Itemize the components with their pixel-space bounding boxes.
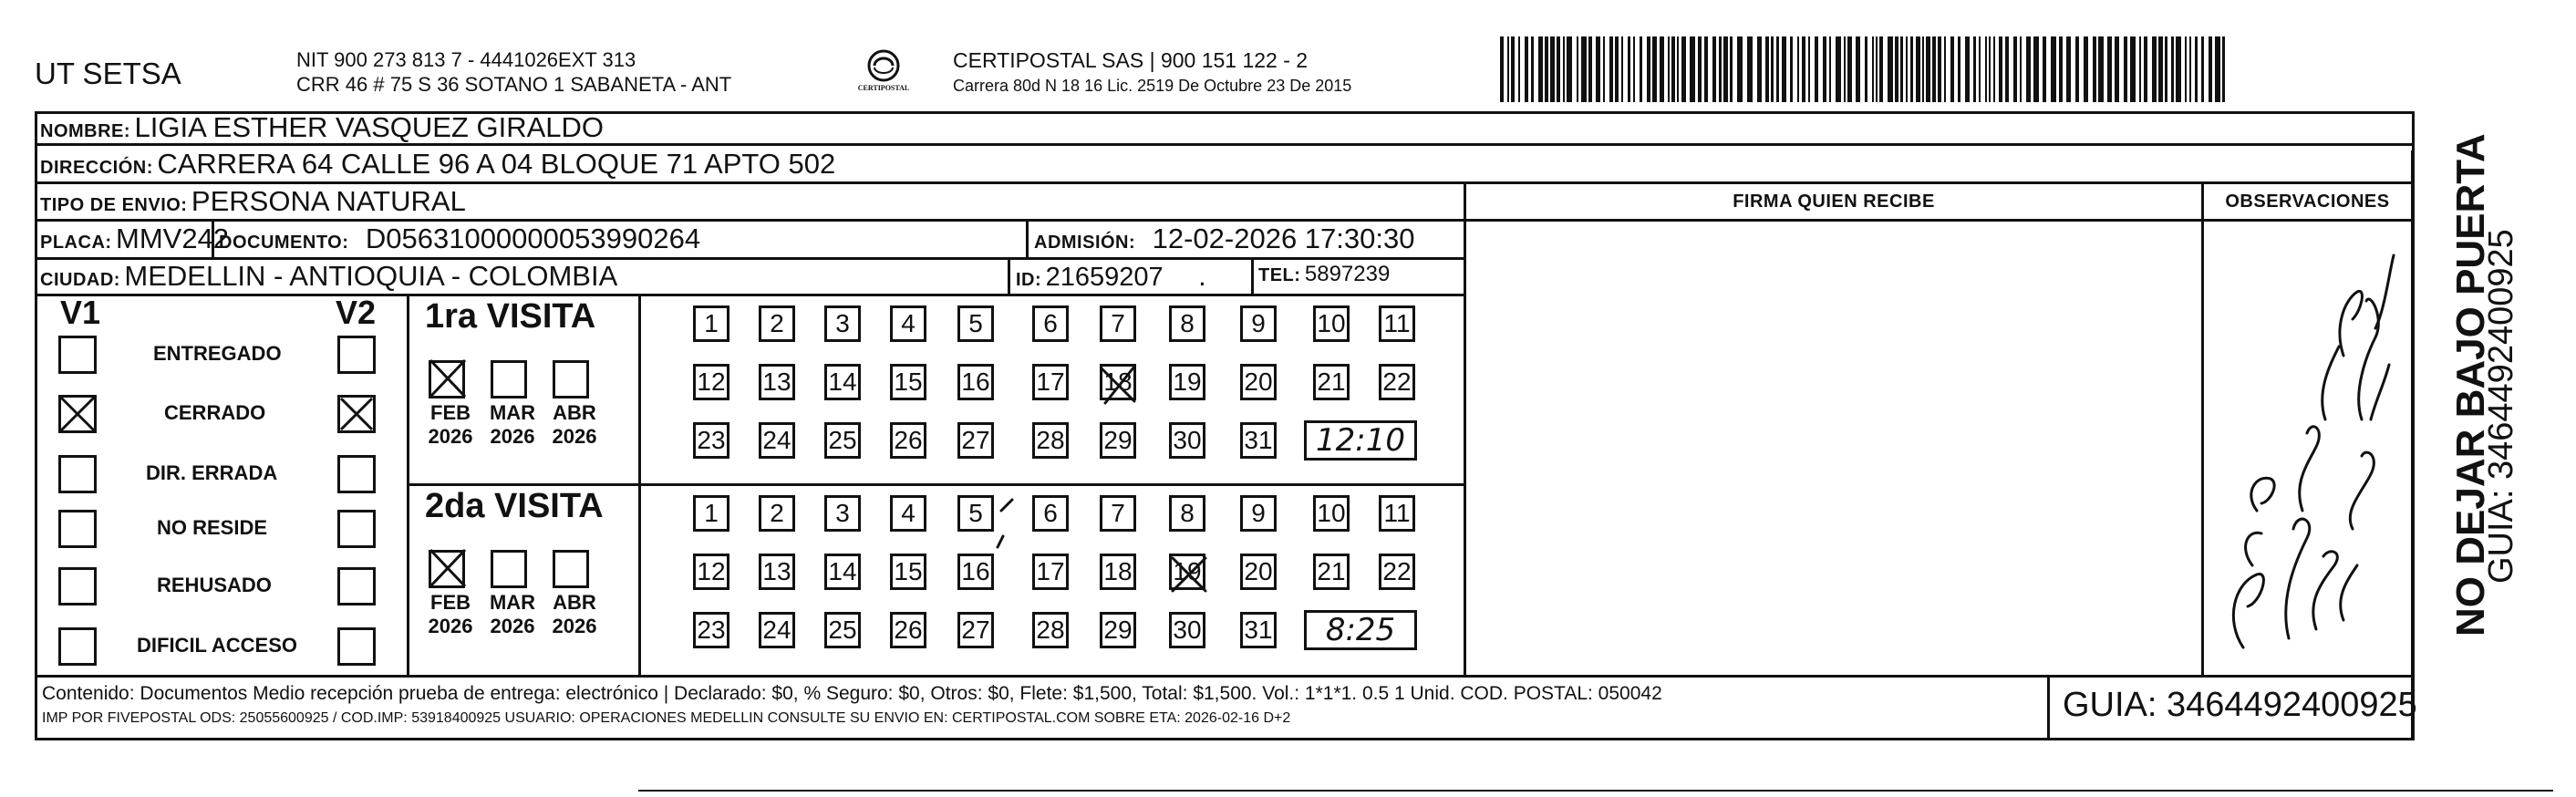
barcode-bar [1621,36,1623,102]
observaciones-label: OBSERVACIONES [2225,191,2390,212]
visit2-day-box: 17 [1032,554,1069,590]
visit1-day-box: 4 [890,305,926,342]
visit2-month-label: MAR [489,591,536,614]
barcode-bar [1660,36,1664,102]
visit2-day-box: 28 [1032,612,1069,648]
visit2-day-box: 27 [957,612,994,648]
barcode-bar [1507,36,1509,102]
visit1-day-box: 28 [1032,422,1069,459]
barcode-bar [1747,36,1753,102]
nit-line: NIT 900 273 813 7 - 4441026EXT 313 [296,48,636,71]
visit1-day-box: 5 [957,305,994,342]
side-guia: GUIA: 3464492400925 [2482,229,2520,584]
barcode-bar [2176,36,2181,102]
barcode-bar [1847,36,1852,102]
barcode [1500,36,2229,106]
tipo-label: TIPO DE ENVIO: [40,195,188,215]
barcode-bar [1647,36,1650,102]
visit1-day-box: 12 [693,364,729,400]
barcode-bar [1910,36,1913,102]
barcode-bar [1999,36,2002,102]
visit1-day-box: 30 [1169,422,1205,459]
ciudad-label: CIUDAD: [40,270,120,290]
barcode-bar [1730,36,1733,102]
visit1-day-box: 14 [824,364,861,400]
barcode-bar [1926,36,1930,102]
certipostal-line1: CERTIPOSTAL SAS | 900 151 122 - 2 [953,48,1309,72]
barcode-bar [2013,36,2017,102]
id-value: 21659207 [1045,263,1164,292]
barcode-bar [1603,36,1605,102]
barcode-bar [2020,36,2022,102]
visit2-day-box: 22 [1379,554,1415,590]
visit2-day-box: 12 [693,554,729,590]
visit2-day-box: 4 [890,495,926,532]
barcode-bar [1712,36,1716,102]
company-name: UT SETSA [35,57,181,90]
barcode-bar [1989,36,1991,102]
barcode-bar [2124,36,2127,102]
visit2-day-box: 21 [1313,554,1350,590]
barcode-bar [1563,36,1565,102]
barcode-bar [1545,36,1548,102]
barcode-bar [2209,36,2212,102]
visit1-day-box: 24 [759,422,795,459]
barcode-bar [1531,36,1534,102]
visit1-day-box: 11 [1379,305,1415,342]
barcode-bar [1958,36,1960,102]
direccion-label: DIRECCIÓN: [40,158,153,178]
documento-label: DOCUMENTO: [219,233,349,253]
no-dejar-text: NO DEJAR BAJO PUERTA [2448,133,2493,637]
documento-value: D05631000000053990264 [365,223,701,254]
status-label: REHUSADO [157,574,272,596]
barcode-bar [2033,36,2039,102]
barcode-bar [2051,36,2056,102]
barcode-bar [1965,36,1970,102]
visit2-day-box: 16 [957,554,994,590]
barcode-bar [1596,36,1600,102]
visit1-day-box: 9 [1240,305,1277,342]
visit2-day-box: 13 [759,554,795,590]
barcode-bar [1802,36,1805,102]
placa-value: MMV242 [116,223,230,254]
tipo-value: PERSONA NATURAL [191,185,466,217]
v2-label: V2 [336,294,377,331]
barcode-bar [1757,36,1762,102]
barcode-bar [2093,36,2096,102]
visit1-day-box: 23 [693,422,729,459]
visit1-month-label: FEB [430,401,471,424]
placa-label: PLACA: [40,233,112,253]
visit2-day-box: 11 [1379,495,1415,532]
rule [2047,675,2050,740]
visit2-day-box: 3 [824,495,861,532]
barcode-bar [2144,36,2147,102]
nombre-value: LIGIA ESTHER VASQUEZ GIRALDO [134,111,604,143]
barcode-bar [1808,36,1810,102]
visit1-day-box: 29 [1100,422,1136,459]
handwritten-observations [2207,237,2407,666]
barcode-bar [1979,36,1981,102]
barcode-bar [1538,36,1543,102]
visit1-day-box: 20 [1240,364,1277,400]
barcode-bar [1790,36,1793,102]
barcode-bar [1932,36,1936,102]
logo-text: CERTIPOSTAL [857,84,910,92]
barcode-bar [1815,36,1818,102]
status-label: DIFICIL ACCESO [137,634,298,657]
barcode-bar [1876,36,1878,102]
barcode-bar [1888,36,1893,102]
barcode-bar [1668,36,1670,102]
barcode-bar [1938,36,1941,102]
barcode-bar [1916,36,1920,102]
certipostal-line2: Carrera 80d N 18 16 Lic. 2519 De Octubre 23 De 2015 [953,77,1352,95]
visit1-day-box: 3 [824,305,861,342]
barcode-bar [1581,36,1587,102]
visit1-year-label: 2026 [490,425,535,448]
barcode-bar [2215,36,2220,102]
barcode-bar [1677,36,1679,102]
rule [1464,181,1466,675]
barcode-bar [1525,36,1528,102]
barcode-bar [2066,36,2071,102]
visit2-day-box: 18 [1100,554,1136,590]
visit2-day-box: 5 [957,495,994,532]
visit1-title: 1ra VISITA [425,297,596,336]
barcode-bar [2165,36,2167,102]
visit1-year-label: 2026 [552,425,597,448]
barcode-bar [1985,36,1987,102]
barcode-bar [1640,36,1642,102]
rule [2201,181,2204,675]
barcode-bar [1797,36,1799,102]
footer-guia: GUIA: 3464492400925 [2063,686,2417,724]
visit2-day-box: 8 [1169,495,1205,532]
visit2-day-box: 7 [1100,495,1136,532]
visit1-day-box: 16 [957,364,994,400]
id-mark: . [1198,260,1206,292]
visit2-year-label: 2026 [490,615,535,637]
barcode-bar [2185,36,2187,102]
barcode-bar [1615,36,1619,102]
visit2-month-label: FEB [430,591,471,614]
barcode-bar [1782,36,1786,102]
direccion-value: CARRERA 64 CALLE 96 A 04 BLOQUE 71 APTO 502 [157,148,836,180]
barcode-bar [1628,36,1630,102]
barcode-bar [1895,36,1898,102]
barcode-bar [1944,36,1946,102]
visit1-day-box: 25 [824,422,861,459]
status-label: NO RESIDE [157,516,268,539]
barcode-bar [1698,36,1702,102]
visit2-day-box: 31 [1240,612,1277,648]
barcode-bar [1518,36,1520,102]
barcode-bar [1567,36,1572,102]
visit2-day-box: 20 [1240,554,1277,590]
status-label: DIR. ERRADA [146,461,278,484]
visit2-year-label: 2026 [428,615,473,637]
address-line: CRR 46 # 75 S 36 SOTANO 1 SABANETA - ANT [296,73,732,96]
visit2-day-box: 2 [759,495,795,532]
visit2-month-label: ABR [553,591,596,614]
visit2-day-box: 29 [1100,612,1136,648]
visit2-day-box: 14 [824,554,861,590]
visit2-day-box: 23 [693,612,729,648]
barcode-bar [1823,36,1826,102]
barcode-bar [1550,36,1555,102]
visit2-day-box: 15 [890,554,926,590]
visit2-day-box: 30 [1169,612,1205,648]
visit1-day-box: 1 [693,305,729,342]
visit1-day-box: 7 [1100,305,1136,342]
barcode-bar [1671,36,1675,102]
barcode-bar [1776,36,1779,102]
visit2-day-box: 6 [1032,495,1069,532]
barcode-bar [2222,36,2225,102]
barcode-bar [2201,36,2204,102]
visit1-day-box: 17 [1032,364,1069,400]
barcode-bar [1771,36,1774,102]
barcode-bar [2005,36,2009,102]
visit2-day-box: 24 [759,612,795,648]
barcode-bar [1557,36,1560,102]
visit1-day-box: 26 [890,422,926,459]
visit1-day-box: 18 [1100,364,1136,400]
visit1-day-box: 22 [1379,364,1415,400]
barcode-bar [1829,36,1831,102]
visit1-day-box: 19 [1169,364,1205,400]
barcode-bar [1865,36,1867,102]
id-label: ID: [1016,270,1042,290]
imp-text: IMP POR FIVEPOSTAL ODS: 25055600925 / COD.IMP: 53918400925 USUARIO: OPERACIONES MEDELLIN CONSULTE SU ENVIO EN: CERTIPOSTAL.COM SOBRE ETA: 2026-02-16 D+2 [42,710,1291,726]
barcode-bar [1652,36,1657,102]
barcode-bar [1950,36,1954,102]
barcode-bar [1879,36,1883,102]
barcode-bar [1511,36,1515,102]
status-label: CERRADO [164,401,266,424]
barcode-bar [1633,36,1635,102]
visit2-year-label: 2026 [552,615,597,637]
barcode-bar [2084,36,2088,102]
visit2-time: 8:25 [1304,610,1417,650]
visit2-day-box: 1 [693,495,729,532]
visit2-day-box: 19 [1169,554,1205,590]
admision-label: ADMISIÓN: [1034,233,1136,253]
visit1-day-box: 31 [1240,422,1277,459]
tel-value: 5897239 [1304,262,1391,286]
barcode-bar [2189,36,2191,102]
visit1-day-box: 10 [1313,305,1350,342]
barcode-bar [2152,36,2157,102]
visit1-day-box: 21 [1313,364,1350,400]
visit1-month-label: ABR [553,401,596,424]
barcode-bar [1588,36,1592,102]
barcode-bar [1836,36,1841,102]
visit1-day-box: 15 [890,364,926,400]
barcode-bar [1690,36,1695,102]
barcode-bar [2139,36,2141,102]
barcode-bar [1737,36,1743,102]
tel-label: TEL: [1258,265,1301,285]
barcode-bar [1872,36,1874,102]
barcode-bar [2107,36,2112,102]
barcode-bar [2098,36,2104,102]
visit1-day-box: 8 [1169,305,1205,342]
visit1-day-box: 6 [1032,305,1069,342]
visit1-year-label: 2026 [428,425,473,448]
visit1-day-box: 27 [957,422,994,459]
barcode-bar [2195,36,2198,102]
visit1-day-box: 2 [759,305,795,342]
barcode-bar [1723,36,1728,102]
visit2-day-box: 10 [1313,495,1350,532]
visit2-day-box: 26 [890,612,926,648]
barcode-bar [1906,36,1908,102]
firma-label: FIRMA QUIEN RECIBE [1733,191,1935,212]
contenido-text: Contenido: Documentos Medio recepción prueba de entrega: electrónico | Declarado: $0, % Seguro: $0, Otros: $0, Flete: $1,500, Total: $1,500. Vol.: 1*1*1. 0.5 1 Unid. COD. POSTAL: 050042 [42,683,1662,704]
barcode-bar [1765,36,1769,102]
v1-label: V1 [60,294,101,331]
admision-value: 12-02-2026 17:30:30 [1152,223,1415,254]
barcode-bar [1844,36,1846,102]
barcode-bar [1500,36,1504,102]
visit2-day-box: 9 [1240,495,1277,532]
barcode-bar [1922,36,1924,102]
barcode-bar [2115,36,2119,102]
barcode-bar [1704,36,1708,102]
barcode-bar [1900,36,1903,102]
barcode-bar [2158,36,2163,102]
visit1-time: 12:10 [1304,420,1417,461]
ciudad-value: MEDELLIN - ANTIOQUIA - COLOMBIA [124,260,618,292]
barcode-bar [2075,36,2079,102]
visit1-month-label: MAR [489,401,536,424]
visit1-day-box: 13 [759,364,795,400]
barcode-bar [2130,36,2136,102]
barcode-bar [1856,36,1860,102]
barcode-bar [2171,36,2174,102]
barcode-bar [1719,36,1722,102]
nombre-label: NOMBRE: [40,121,131,141]
barcode-bar [2026,36,2031,102]
rule [2411,150,2414,740]
barcode-bar [1609,36,1613,102]
barcode-bar [2059,36,2063,102]
barcode-bar [1577,36,1578,102]
barcode-bar [1973,36,1976,102]
visit2-day-box: 25 [824,612,861,648]
barcode-bar [2043,36,2046,102]
barcode-bar [1993,36,1995,102]
status-label: ENTREGADO [153,342,282,365]
visit2-title: 2da VISITA [425,487,604,525]
barcode-bar [1681,36,1686,102]
